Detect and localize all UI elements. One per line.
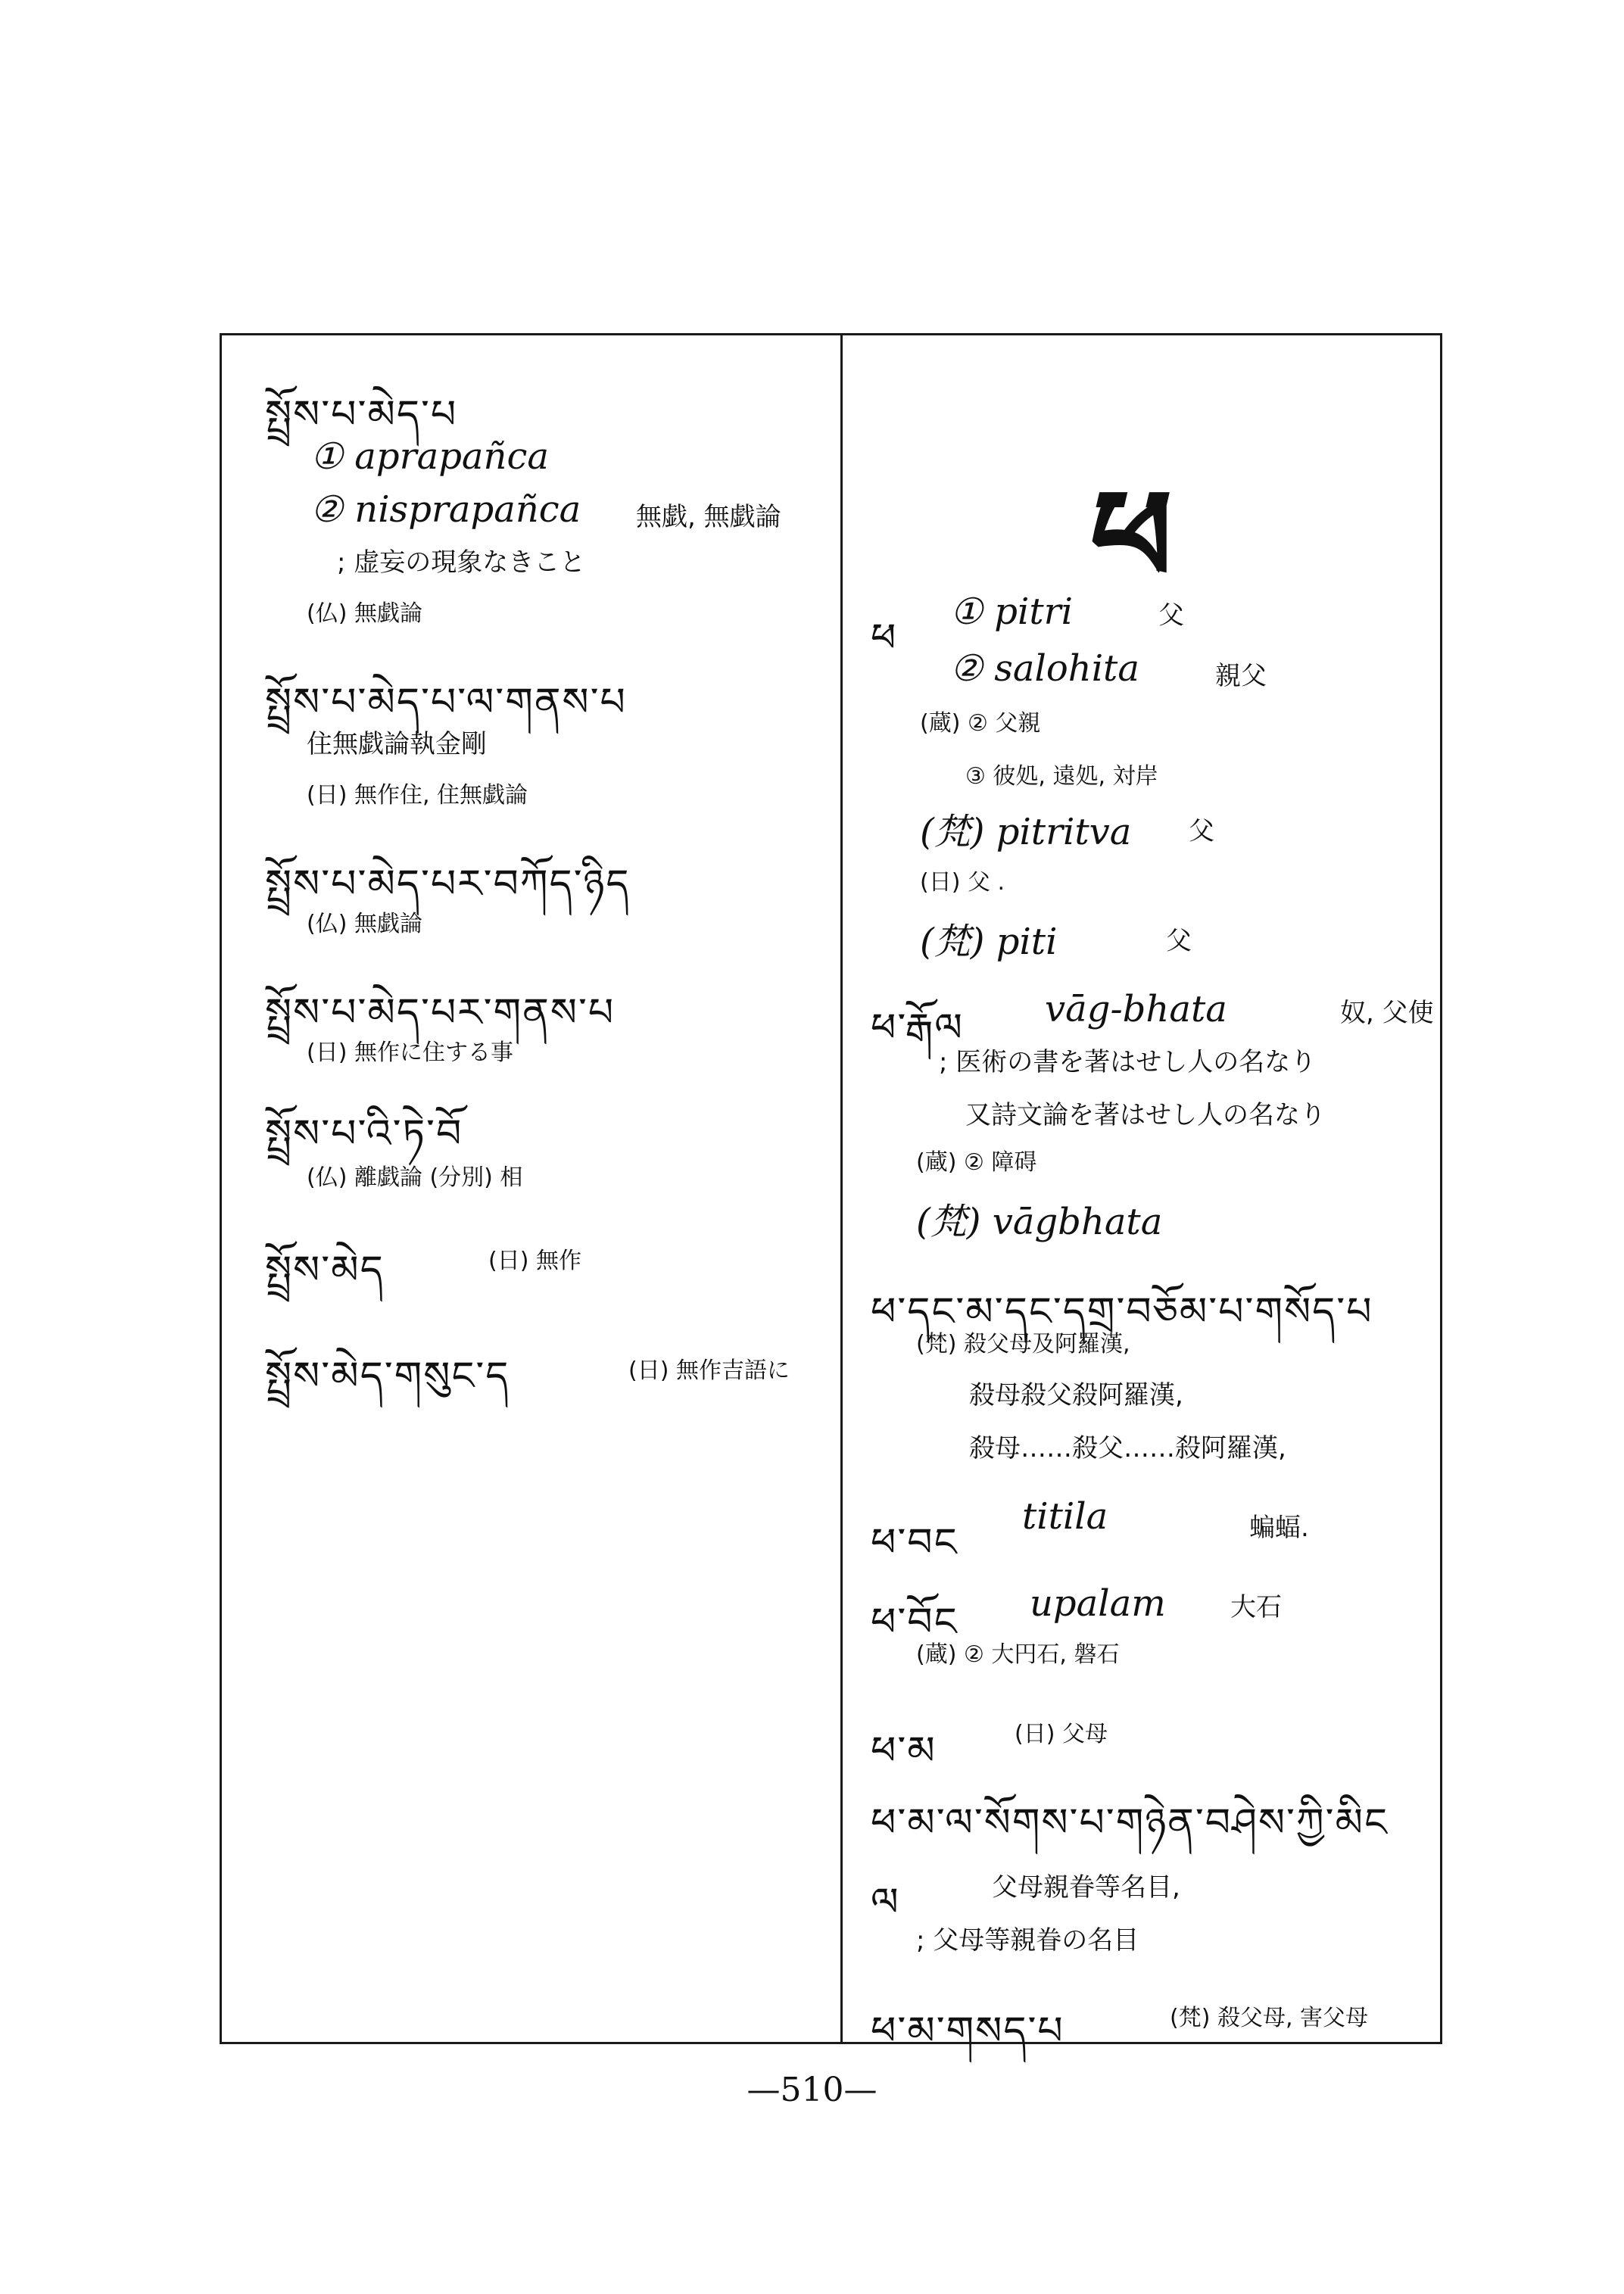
page-number: —510— (747, 2071, 877, 2109)
right-entry-text: upalam (1030, 1582, 1166, 1625)
right-entry-text: ཕ་མ་ལ་སོགས་པ་གཉེན་བཤེས་ཀྱི་མིང (871, 1800, 1389, 1846)
column-divider (840, 333, 843, 2044)
left-entry-text: (仏) 無戯論 (307, 600, 422, 627)
left-entry-text: སྤྲོས་མེད (265, 1248, 385, 1293)
right-entry-text: 親父 (1215, 661, 1267, 691)
right-entry-text: ; 父母等親眷の名目 (916, 1925, 1139, 1956)
right-entry-text: ③ 彼処, 遠処, 対岸 (965, 763, 1158, 790)
right-entry-text: (梵) piti (920, 921, 1058, 963)
left-entry-text: སྤྲོས་པ་འི་ཏེ་བོ (265, 1111, 463, 1157)
left-entry-text: སྤྲོས་པ་མེད་པར་གནས་པ (265, 990, 616, 1036)
left-entry-text: 無戯, 無戯論 (636, 502, 781, 532)
right-entry-text: ཕ་མ (871, 1728, 937, 1774)
right-entry-text: 父 (1189, 816, 1214, 846)
right-entry-text: vāg-bhata (1045, 988, 1227, 1030)
right-entry-text: (日) 父 . (920, 869, 1005, 896)
left-entry-text: ② nisprapañca (310, 488, 581, 531)
right-entry-text: (梵) vāgbhata (916, 1201, 1163, 1243)
right-entry-text: 大石 (1230, 1592, 1282, 1622)
right-entry-text: ལ (871, 1880, 900, 1925)
right-entry-text: ; 医術の書を著はせし人の名なり (939, 1047, 1317, 1077)
right-entry-text: ཕ་བང (871, 1520, 959, 1566)
right-entry-text: (梵) pitritva (920, 811, 1132, 853)
right-entry-text: 父母親眷等名目, (992, 1872, 1180, 1903)
left-entry-text: སྤྲོས་པ་མེད་པར་བཀོད་ཉིད (265, 862, 631, 907)
left-entry-text: (仏) 離戯論 (分別) 相 (307, 1164, 523, 1191)
right-entry-text: 殺母殺父殺阿羅漢, (969, 1380, 1183, 1410)
right-entry-text: ཕ (871, 616, 898, 661)
right-entry-text: 蝙蝠. (1249, 1513, 1309, 1543)
left-entry-text: ; 虚妄の現象なきこと (337, 547, 586, 578)
left-entry-text: སྤྲོས་མེད་གསུང་ད (265, 1354, 510, 1399)
right-entry-text: 父 (1166, 926, 1192, 956)
right-entry-text: 又詩文論を著はせし人の名なり (965, 1100, 1326, 1130)
left-entry-text: (仏) 無戯論 (307, 911, 422, 937)
left-entry-text: སྤྲོས་པ་མེད་པ་ལ་གནས་པ (265, 680, 627, 725)
right-entry-text: (蔵) ② 父親 (920, 710, 1041, 737)
right-entry-text: (梵) 殺父母及阿羅漢, (916, 1331, 1130, 1357)
right-entry-text: ① pitri (950, 591, 1073, 633)
left-entry-text: 住無戯論執金剛 (307, 729, 487, 759)
right-entry-text: ཕ་མ་གསད་པ (871, 2009, 1064, 2054)
right-entry-text: ཕ་བོང (871, 1600, 959, 1645)
right-entry-text: ཕ་དང་མ་དང་དགྲ་བཅོམ་པ་གསོད་པ (871, 1289, 1373, 1335)
right-entry-text: ཕ་རྒོལ (871, 1005, 964, 1051)
right-entry-text: (梵) 殺父母, 害父母 (1170, 2005, 1369, 2031)
section-headword: ཕ (1090, 463, 1173, 612)
left-entry-text: (日) 無作 (488, 1248, 581, 1274)
right-entry-text: 父 (1158, 600, 1184, 631)
left-entry-text: སྤྲོས་པ་མེད་པ (265, 392, 458, 438)
left-entry-text: (日) 無作住, 住無戯論 (307, 782, 528, 809)
right-entry-text: ② salohita (950, 647, 1139, 690)
right-entry-text: 奴, 父使 (1340, 998, 1434, 1028)
right-entry-text: 殺母……殺父……殺阿羅漢, (969, 1433, 1286, 1463)
left-entry-text: (日) 無作に住する事 (307, 1039, 513, 1066)
right-entry-text: (蔵) ② 大円石, 磐石 (916, 1641, 1120, 1668)
right-entry-text: (日) 父母 (1015, 1721, 1108, 1747)
left-entry-text: (日) 無作吉語に (628, 1357, 790, 1384)
right-entry-text: (蔵) ② 障碍 (916, 1149, 1037, 1176)
right-entry-text: titila (1022, 1495, 1108, 1538)
left-entry-text: ① aprapañca (310, 435, 549, 478)
